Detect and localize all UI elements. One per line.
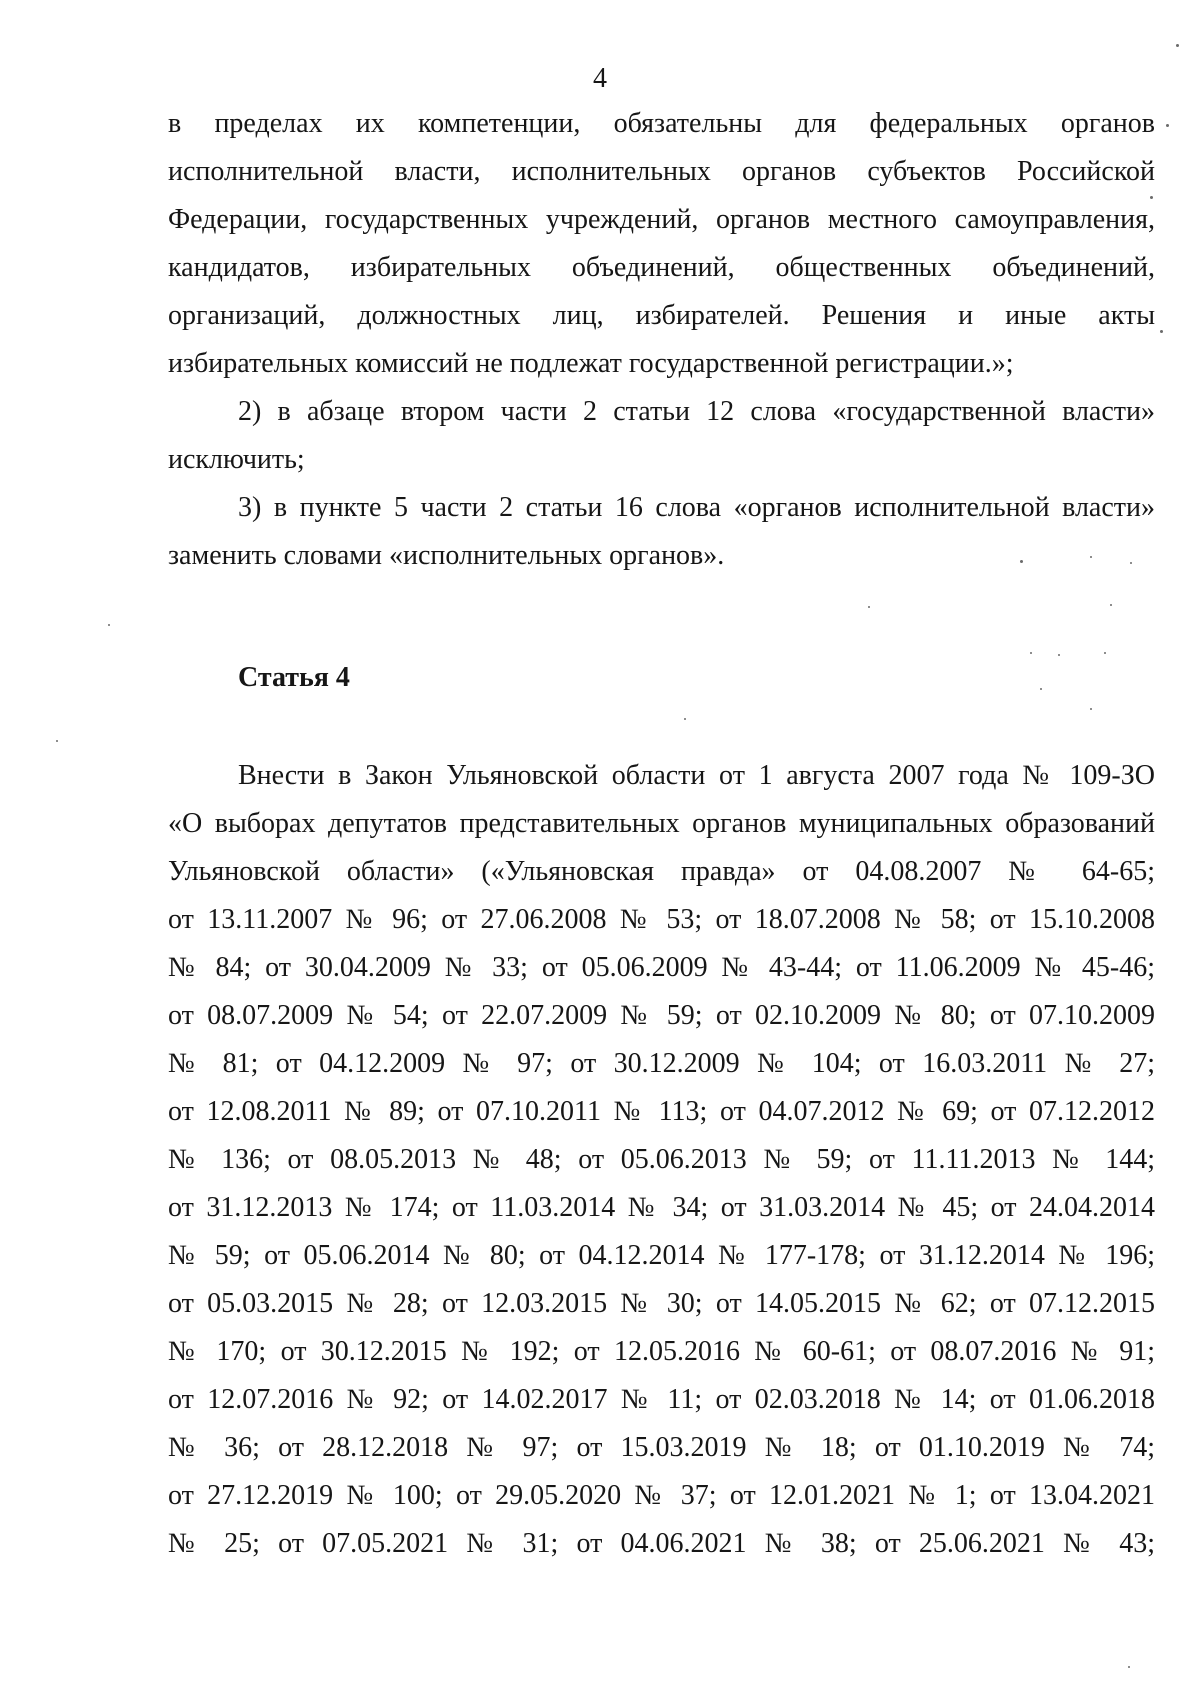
- scan-speck: [1130, 562, 1132, 564]
- text-line: от 31.12.2013 № 174; от 11.03.2014 № 34; от 31.03.2014 № 45; от 24.04.2014: [168, 1192, 1155, 1223]
- text-line: № 170; от 30.12.2015 № 192; от 12.05.2016 № 60-61; от 08.07.2016 № 91;: [168, 1336, 1155, 1367]
- text-line: Внести в Закон Ульяновской области от 1 августа 2007 года № 109-ЗО: [238, 760, 1155, 791]
- scan-speck: [1150, 196, 1153, 199]
- text-line: № 59; от 05.06.2014 № 80; от 04.12.2014 № 177-178; от 31.12.2014 № 196;: [168, 1240, 1155, 1271]
- scan-speck: [1128, 1666, 1130, 1668]
- text-line: заменить словами «исполнительных органов».: [168, 540, 725, 571]
- text-line: № 36; от 28.12.2018 № 97; от 15.03.2019 № 18; от 01.10.2019 № 74;: [168, 1432, 1155, 1463]
- text-line: Федерации, государственных учреждений, органов местного самоуправления,: [168, 204, 1155, 235]
- page-number: 4: [593, 63, 607, 94]
- scan-speck: [1176, 44, 1179, 47]
- text-line: от 13.11.2007 № 96; от 27.06.2008 № 53; от 18.07.2008 № 58; от 15.10.2008: [168, 904, 1155, 935]
- scan-speck: [108, 624, 110, 626]
- scan-speck: [868, 606, 870, 608]
- text-line: в пределах их компетенции, обязательны для федеральных органов: [168, 108, 1155, 139]
- text-line: № 25; от 07.05.2021 № 31; от 04.06.2021 № 38; от 25.06.2021 № 43;: [168, 1528, 1155, 1559]
- text-line: «О выборах депутатов представительных органов муниципальных образований: [168, 808, 1155, 839]
- text-line: кандидатов, избирательных объединений, общественных объединений,: [168, 252, 1155, 283]
- scan-speck: [1040, 688, 1042, 690]
- text-line: от 27.12.2019 № 100; от 29.05.2020 № 37; от 12.01.2021 № 1; от 13.04.2021: [168, 1480, 1155, 1511]
- text-line: № 84; от 30.04.2009 № 33; от 05.06.2009 № 43-44; от 11.06.2009 № 45-46;: [168, 952, 1155, 983]
- text-line: исполнительной власти, исполнительных органов субъектов Российской: [168, 156, 1155, 187]
- text-line: № 81; от 04.12.2009 № 97; от 30.12.2009 № 104; от 16.03.2011 № 27;: [168, 1048, 1155, 1079]
- scan-speck: [1090, 708, 1092, 710]
- text-line: организаций, должностных лиц, избирателей. Решения и иные акты: [168, 300, 1155, 331]
- scan-speck: [684, 718, 686, 720]
- scan-speck: [1166, 124, 1169, 127]
- scan-speck: [56, 740, 58, 742]
- text-line: от 12.08.2011 № 89; от 07.10.2011 № 113; от 04.07.2012 № 69; от 07.12.2012: [168, 1096, 1155, 1127]
- text-line: 2) в абзаце втором части 2 статьи 12 слова «государственной власти»: [238, 396, 1155, 427]
- scan-speck: [1090, 556, 1092, 558]
- article-4-text: [168, 752, 1155, 1568]
- text-line: Ульяновской области» («Ульяновская правда» от 04.08.2007 № 64-65;: [168, 856, 1155, 887]
- text-line: от 08.07.2009 № 54; от 22.07.2009 № 59; от 02.10.2009 № 80; от 07.10.2009: [168, 1000, 1155, 1031]
- scan-speck: [1020, 560, 1023, 563]
- text-line: избирательных комиссий не подлежат государственной регистрации.»;: [168, 348, 1014, 379]
- text-line: от 05.03.2015 № 28; от 12.03.2015 № 30; от 14.05.2015 № 62; от 07.12.2015: [168, 1288, 1155, 1319]
- text-line: от 12.07.2016 № 92; от 14.02.2017 № 11; от 02.03.2018 № 14; от 01.06.2018: [168, 1384, 1155, 1415]
- text-line: 3) в пункте 5 части 2 статьи 16 слова «органов исполнительной власти»: [238, 492, 1155, 523]
- text-line: № 136; от 08.05.2013 № 48; от 05.06.2013 № 59; от 11.11.2013 № 144;: [168, 1144, 1155, 1175]
- article-heading: Статья 4: [238, 662, 350, 693]
- scan-speck: [1104, 652, 1106, 654]
- scan-speck: [1058, 654, 1060, 656]
- scan-speck: [1030, 652, 1032, 654]
- text-line: исключить;: [168, 444, 305, 475]
- scan-speck: [1110, 604, 1112, 606]
- scan-speck: [1160, 330, 1163, 333]
- amendment-text: [168, 100, 1155, 580]
